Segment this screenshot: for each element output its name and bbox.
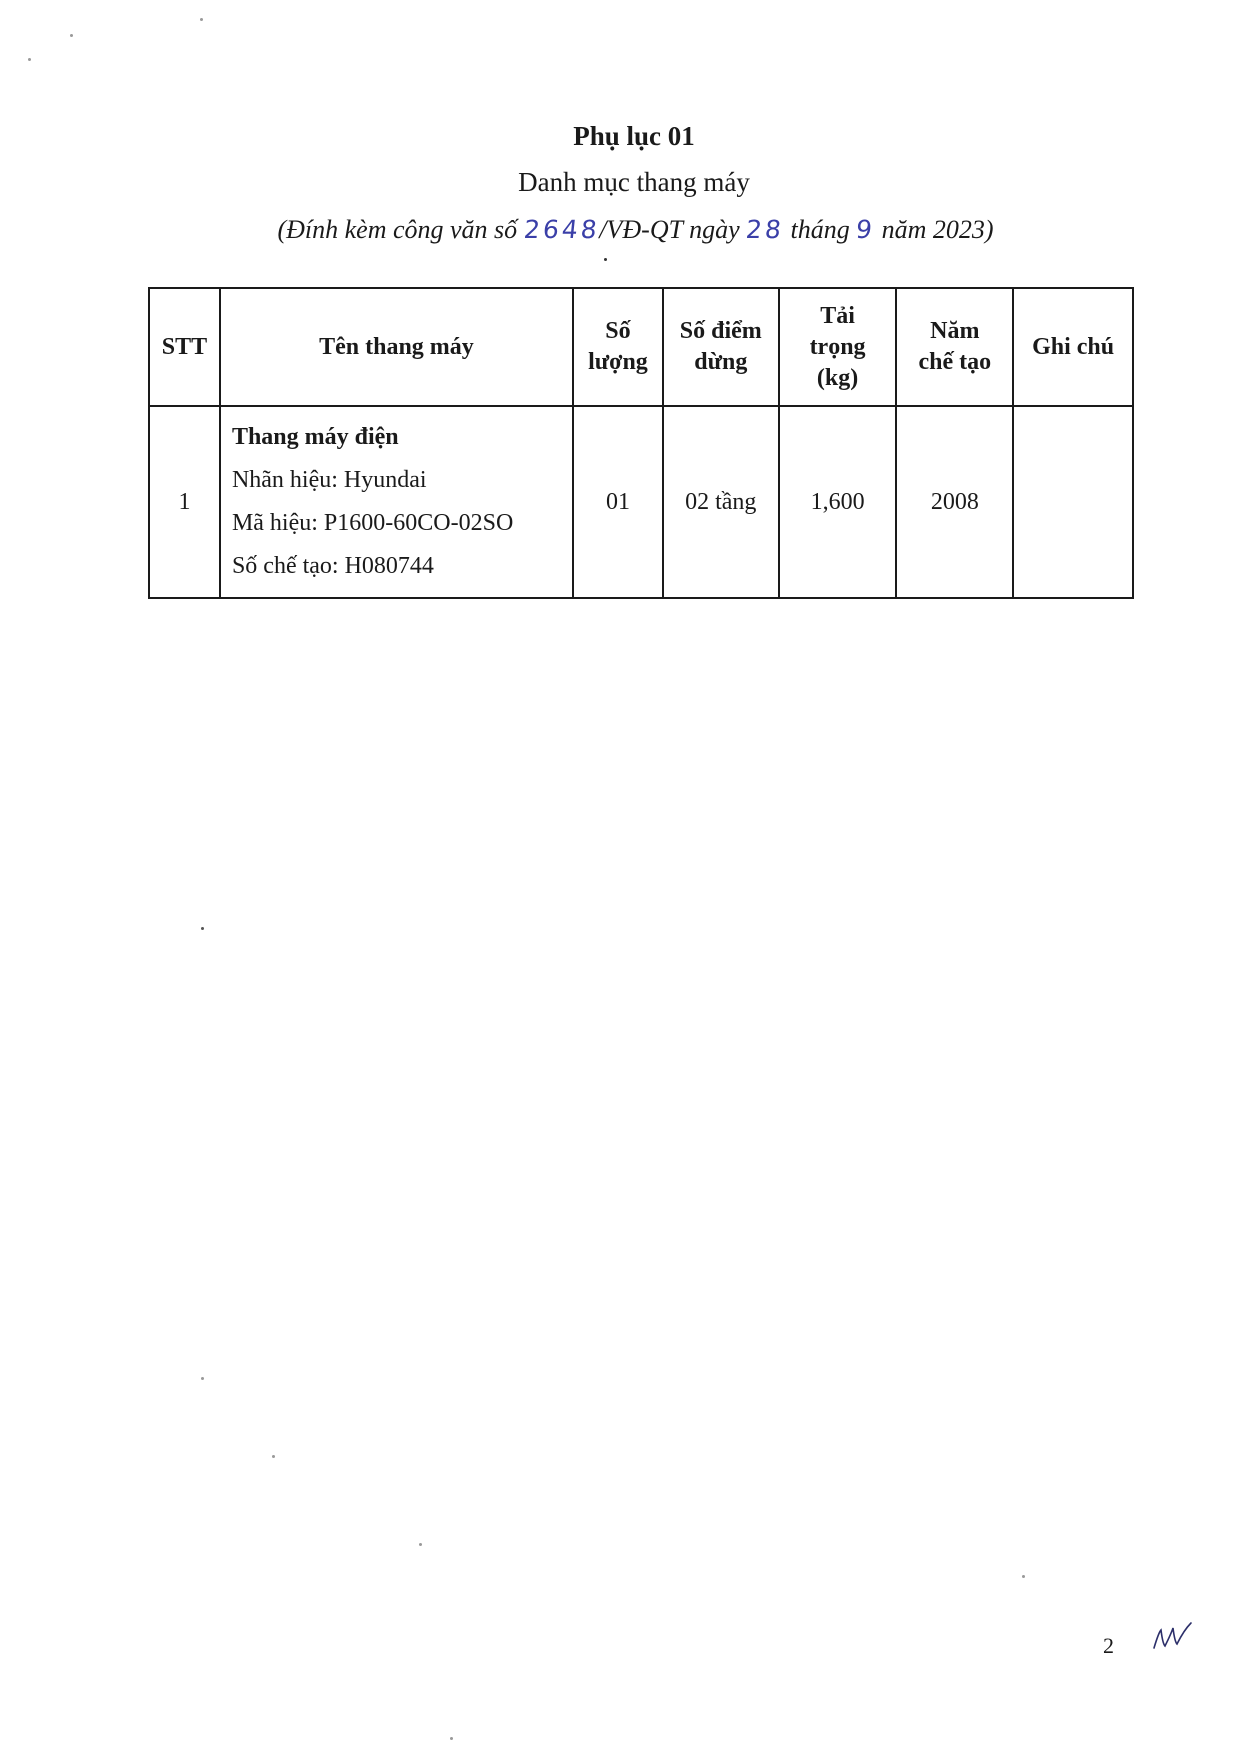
cell-name <box>220 406 573 598</box>
elevator-table <box>148 287 1134 599</box>
elevator-model: Mã hiệu: P1600-60CO-02SO <box>231 510 514 536</box>
handwritten-doc-number: 2648 <box>522 215 601 244</box>
scan-speck <box>1022 1575 1025 1578</box>
attachment-prefix: (Đính kèm công văn số <box>277 215 518 244</box>
header-stt: STT <box>149 288 220 406</box>
document-header <box>0 118 1241 248</box>
scan-speck <box>604 258 607 261</box>
header-stops-line1: Số điểm <box>679 318 762 344</box>
cell-stops: 02 tầng <box>663 406 779 598</box>
elevator-type: Thang máy điện <box>231 424 399 450</box>
table-header-row <box>149 288 1133 406</box>
page-number: 2 <box>1103 1633 1114 1658</box>
annex-subtitle: Danh mục thang máy <box>518 167 750 197</box>
scan-speck <box>200 18 203 21</box>
scan-speck <box>450 1737 453 1740</box>
header-quantity-line1: Số <box>605 318 631 344</box>
header-load-line2: trọng <box>809 333 866 360</box>
handwritten-day: 28 <box>744 215 786 244</box>
scan-speck <box>419 1543 422 1546</box>
elevator-brand: Nhãn hiệu: Hyundai <box>231 467 427 493</box>
table-row <box>149 406 1133 598</box>
header-year <box>896 288 1013 406</box>
attachment-mid1: /VĐ-QT ngày <box>599 215 740 244</box>
header-stops <box>663 288 779 406</box>
cell-quantity: 01 <box>573 406 663 598</box>
header-year-line2: chế tạo <box>918 349 992 375</box>
header-note: Ghi chú <box>1013 288 1133 406</box>
cell-stt: 1 <box>149 406 220 598</box>
attachment-line <box>30 212 1241 248</box>
scan-speck <box>272 1455 275 1458</box>
scan-speck <box>201 927 204 930</box>
scan-speck <box>201 1377 204 1380</box>
handwritten-initial-mark <box>1151 1620 1193 1654</box>
annex-title: Phụ lục 01 <box>573 121 695 151</box>
attachment-suffix: năm 2023) <box>881 215 994 244</box>
scan-speck <box>70 34 73 37</box>
header-load-line1: Tải <box>820 302 855 329</box>
cell-year: 2008 <box>896 406 1013 598</box>
header-year-line1: Năm <box>930 318 980 344</box>
elevator-serial: Số chế tạo: H080744 <box>231 553 434 579</box>
cell-load: 1,600 <box>779 406 897 598</box>
handwritten-month: 9 <box>854 215 877 244</box>
attachment-mid2: tháng <box>790 215 850 244</box>
scan-speck <box>28 58 31 61</box>
header-quantity-line2: lượng <box>588 349 648 375</box>
cell-note <box>1013 406 1133 598</box>
header-load <box>779 288 897 406</box>
header-load-line3: (kg) <box>816 364 859 391</box>
header-quantity <box>573 288 663 406</box>
header-name: Tên thang máy <box>220 288 573 406</box>
header-stops-line2: dừng <box>694 349 748 375</box>
